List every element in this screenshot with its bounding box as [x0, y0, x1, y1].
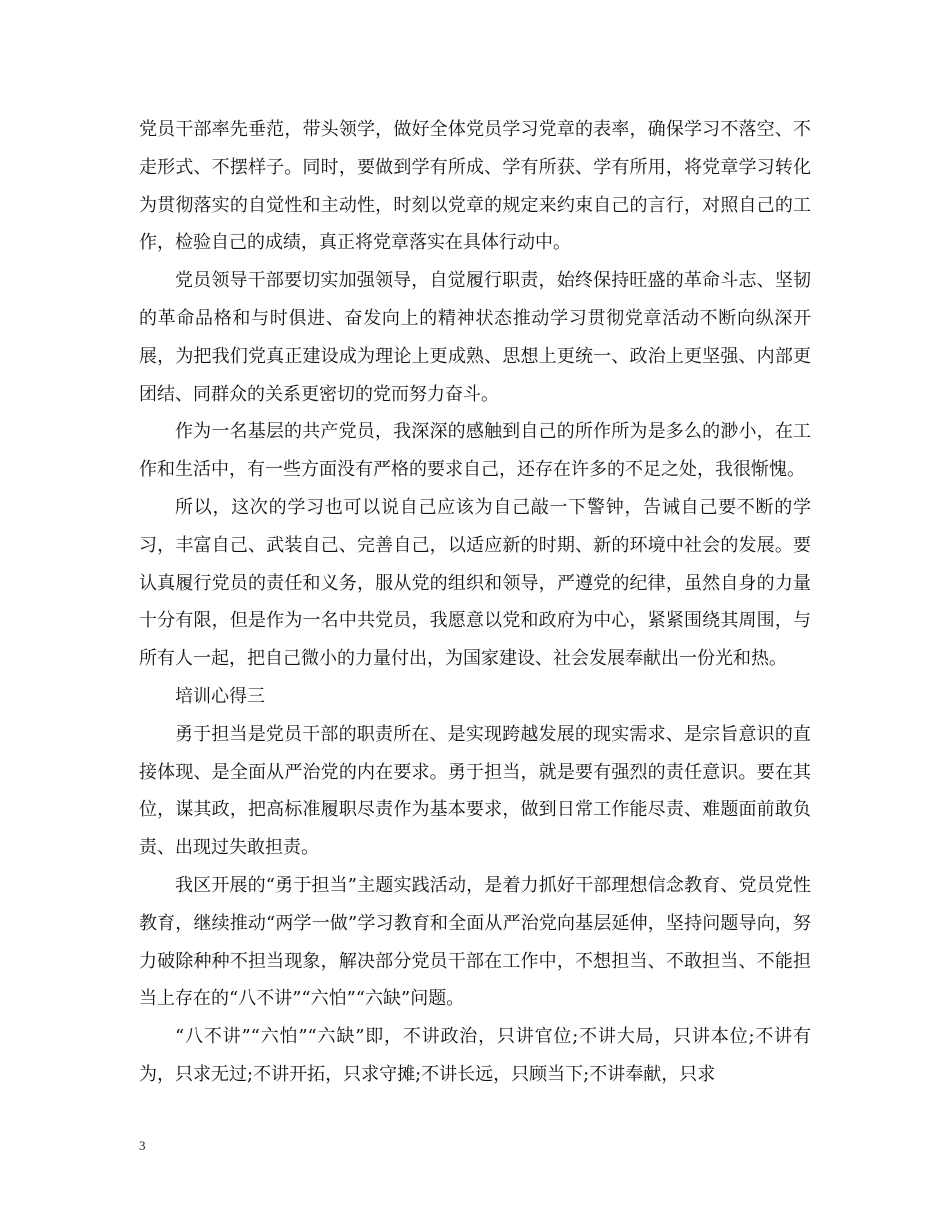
paragraph-4: 所以，这次的学习也可以说自己应该为自己敲一下警钟，告诫自己要不断的学习，丰富自己、武装自己、完善自己，以适应新的时期、新的环境中社会的发展。要认真履行党员的责任和义务，服从党的组织和领导，严遵党的纪律，虽然自身的力量十分有限，但是作为一名中共党员，我愿意以党和政府为中心，紧紧围绕其周围，与所有人一起，把自己微小的力量付出，为国家建设、社会发展奉献出一份光和热。 [139, 496, 811, 670]
document-body [139, 111, 811, 1094]
paragraph-3: 作为一名基层的共产党员，我深深的感触到自己的所作所为是多么的渺小，在工作和生活中，有一些方面没有严格的要求自己，还存在许多的不足之处，我很惭愧。 [139, 421, 811, 481]
paragraph-1: 党员干部率先垂范，带头领学，做好全体党员学习党章的表率，确保学习不落空、不走形式、不摆样子。同时，要做到学有所成、学有所获、学有所用，将党章学习转化为贯彻落实的自觉性和主动性，时刻以党章的规定来约束自己的言行，对照自己的工作，检验自己的成绩，真正将党章落实在具体行动中。 [139, 119, 811, 254]
paragraph-6: 我区开展的“勇于担当”主题实践活动，是着力抓好干部理想信念教育、党员党性教育，继续推动“两学一做”学习教育和全面从严治党向基层延伸，坚持问题导向，努力破除种种不担当现象，解决部分党员干部在工作中，不想担当、不敢担当、不能担当上存在的“八不讲”“六怕”“六缺”问题。 [139, 874, 811, 1010]
paragraph-2: 党员领导干部要切实加强领导，自觉履行职责，始终保持旺盛的革命斗志、坚韧的革命品格和与时俱进、奋发向上的精神状态推动学习贯彻党章活动不断向纵深开展，为把我们党真正建设成为理论上更成熟、思想上更统一、政治上更坚强、内部更团结、同群众的关系更密切的党而努力奋斗。 [139, 270, 811, 405]
paragraph-5: 勇于担当是党员干部的职责所在、是实现跨越发展的现实需求、是宗旨意识的直接体现、是全面从严治党的内在要求。勇于担当，就是要有强烈的责任意识。要在其位，谋其政，把高标准履职尽责作为基本要求，做到日常工作能尽责、难题面前敢负责、出现过失敢担责。 [139, 723, 811, 859]
section-heading: 培训心得三 [175, 685, 265, 707]
paragraph-7: “八不讲”“六怕”“六缺”即，不讲政治，只讲官位;不讲大局，只讲本位;不讲有为，只求无过;不讲开拓，只求守摊;不讲长远，只顾当下;不讲奉献，只求 [139, 1026, 811, 1085]
page-number: 3 [139, 1138, 146, 1153]
